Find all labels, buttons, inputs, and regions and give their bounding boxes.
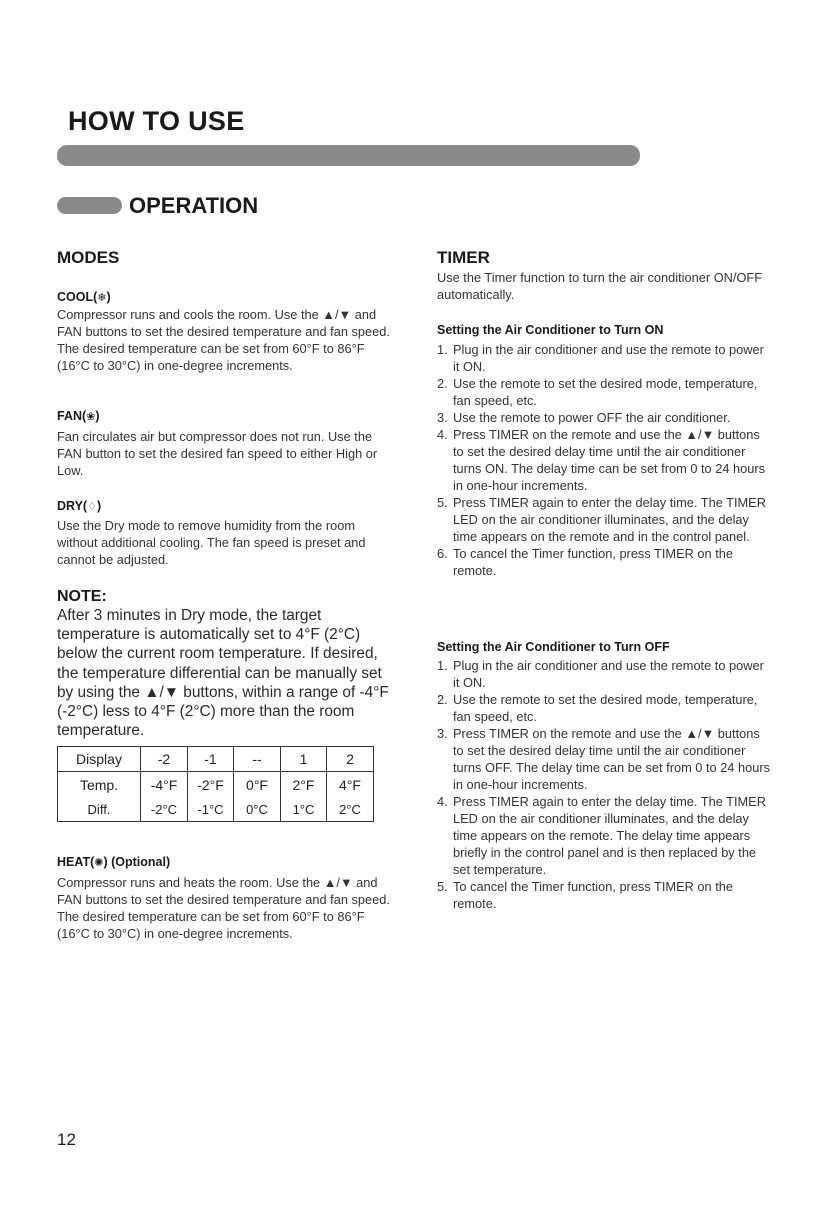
table-cell: -2 [141, 747, 188, 772]
table-cell: -- [234, 747, 281, 772]
note-heading: NOTE: [57, 588, 107, 605]
table-cell: 0°C [234, 797, 281, 822]
sun-icon: ✺ [94, 857, 104, 869]
temp-row-label: Temp. [58, 772, 141, 798]
table-cell: 2 [327, 747, 374, 772]
timer-heading: TIMER [437, 248, 490, 267]
snowflake-icon: ❄ [97, 292, 107, 304]
step-text: Use the remote to set the desired mode, temperature, fan speed, etc. [453, 692, 758, 724]
timer-on-heading: Setting the Air Conditioner to Turn ON [437, 323, 664, 337]
step-text: Press TIMER on the remote and use the ▲/▼ buttons to set the desired delay time until the air conditioner turns OFF. The delay time can be set from 0 to 24 hours in one-hour increments. [453, 726, 770, 792]
list-item: 4. Press TIMER again to enter the delay time. The TIMER LED on the air conditioner illuminates, and the delay time appears on the remote. The delay time appears briefly in the control panel and is then replaced by the set temperature. [437, 794, 766, 877]
list-item: 2. Use the remote to set the desired mode, temperature, fan speed, etc. [437, 692, 758, 724]
droplet-icon: ♢ [87, 501, 97, 513]
table-cell: -2°C [141, 797, 188, 822]
cool-mode-heading [57, 290, 392, 304]
table-cell: 1°C [281, 797, 327, 822]
table-row [58, 747, 374, 772]
heat-mode-description: Compressor runs and heats the room. Use the ▲/▼ and FAN buttons to set the desired temperature and fan speed. The desired temperature can be set from 60°F to 86°F (16°C to 30°C) in one-degree increments. [57, 875, 390, 941]
heat-label: HEAT( [57, 855, 95, 869]
cool-label: COOL( [57, 290, 98, 304]
step-text: Plug in the air conditioner and use the remote to power it ON. [453, 658, 764, 690]
fan-mode-heading [57, 409, 392, 423]
step-text: Press TIMER again to enter the delay time. The TIMER LED on the air conditioner illuminates, and the delay time appears on the remote and in the control panel. [453, 495, 766, 544]
dry-label-end: ) [96, 499, 102, 513]
section-marker-pill [57, 197, 122, 214]
list-item: 2. Use the remote to set the desired mode, temperature, fan speed, etc. [437, 376, 758, 408]
cool-mode-description: Compressor runs and cools the room. Use the ▲/▼ and FAN buttons to set the desired temperature and fan speed. The desired temperature can be set from 60°F to 86°F (16°C to 30°C) in one-degree increments. [57, 307, 390, 373]
fan-label: FAN( [57, 409, 87, 423]
list-item: 1. Plug in the air conditioner and use the remote to power it ON. [437, 658, 764, 690]
list-item: 6. To cancel the Timer function, press TIMER on the remote. [437, 546, 734, 578]
list-item: 5. Press TIMER again to enter the delay time. The TIMER LED on the air conditioner illuminates, and the delay time appears on the remote and in the control panel. [437, 495, 766, 544]
table-cell: -1°C [188, 797, 234, 822]
step-text: To cancel the Timer function, press TIMER on the remote. [453, 546, 734, 578]
table-cell: 2°F [281, 772, 327, 798]
step-text: Use the remote to power OFF the air conditioner. [453, 410, 731, 425]
page-title: HOW TO USE [68, 106, 245, 136]
dry-mode-description: Use the Dry mode to remove humidity from the room without additional cooling. The fan speed is preset and cannot be adjusted. [57, 518, 366, 567]
table-cell: -4°F [141, 772, 188, 798]
list-item: 3. Press TIMER on the remote and use the ▲/▼ buttons to set the desired delay time until the air conditioner turns OFF. The delay time can be set from 0 to 24 hours in one-hour increments. [437, 726, 770, 792]
list-item: 3. Use the remote to power OFF the air conditioner. [437, 410, 731, 425]
dry-mode-heading [57, 499, 392, 513]
title-divider-bar [57, 145, 640, 166]
fan-icon: ❀ [86, 411, 96, 423]
heat-label-end: ) (Optional) [103, 855, 171, 869]
list-item: 1. Plug in the air conditioner and use the remote to power it ON. [437, 342, 764, 374]
timer-intro: Use the Timer function to turn the air conditioner ON/OFF automatically. [437, 270, 763, 302]
table-cell: 0°F [234, 772, 281, 798]
step-text: Plug in the air conditioner and use the remote to power it ON. [453, 342, 764, 374]
table-cell: 2°C [327, 797, 374, 822]
timer-on-steps [437, 341, 772, 579]
fan-mode-description: Fan circulates air but compressor does not run. Use the FAN button to set the desired fan speed to either High or Low. [57, 429, 378, 478]
table-cell: -2°F [188, 772, 234, 798]
table-row [58, 797, 374, 822]
step-text: Use the remote to set the desired mode, temperature, fan speed, etc. [453, 376, 758, 408]
table-cell: -1 [188, 747, 234, 772]
section-title: OPERATION [129, 193, 259, 218]
diff-row-label: Diff. [58, 797, 141, 822]
table-cell: 4°F [327, 772, 374, 798]
dry-label: DRY( [57, 499, 88, 513]
modes-heading: MODES [57, 248, 120, 267]
table-row [58, 772, 374, 798]
step-text: Press TIMER again to enter the delay time. The TIMER LED on the air conditioner illuminates, and the delay time appears on the remote. The delay time appears briefly in the control panel and is then replaced by the set temperature. [453, 794, 766, 877]
step-text: To cancel the Timer function, press TIMER on the remote. [453, 879, 734, 911]
note-text: After 3 minutes in Dry mode, the target temperature is automatically set to 4°F (2°C) below the current room temperature. If desired, the temperature differential can be manually set by using the ▲/▼ buttons, within a range of -4°F (-2°C) less to 4°F (2°C) more than the room temperature. [57, 607, 389, 740]
timer-off-heading: Setting the Air Conditioner to Turn OFF [437, 640, 670, 654]
heat-mode-heading [57, 855, 392, 869]
table-cell: 1 [281, 747, 327, 772]
step-text: Press TIMER on the remote and use the ▲/▼ buttons to set the desired delay time until the air conditioner turns ON. The delay time can be set from 0 to 24 hours in one-hour increments. [453, 427, 766, 493]
display-row-label: Display [58, 747, 141, 772]
list-item: 5. To cancel the Timer function, press TIMER on the remote. [437, 879, 734, 911]
temperature-differential-table [57, 746, 374, 822]
cool-label-end: ) [106, 290, 111, 304]
timer-off-steps [437, 657, 772, 912]
list-item: 4. Press TIMER on the remote and use the ▲/▼ buttons to set the desired delay time until the air conditioner turns ON. The delay time can be set from 0 to 24 hours in one-hour increments. [437, 427, 766, 493]
fan-label-end: ) [95, 409, 100, 423]
page-number: 12 [57, 1130, 76, 1149]
